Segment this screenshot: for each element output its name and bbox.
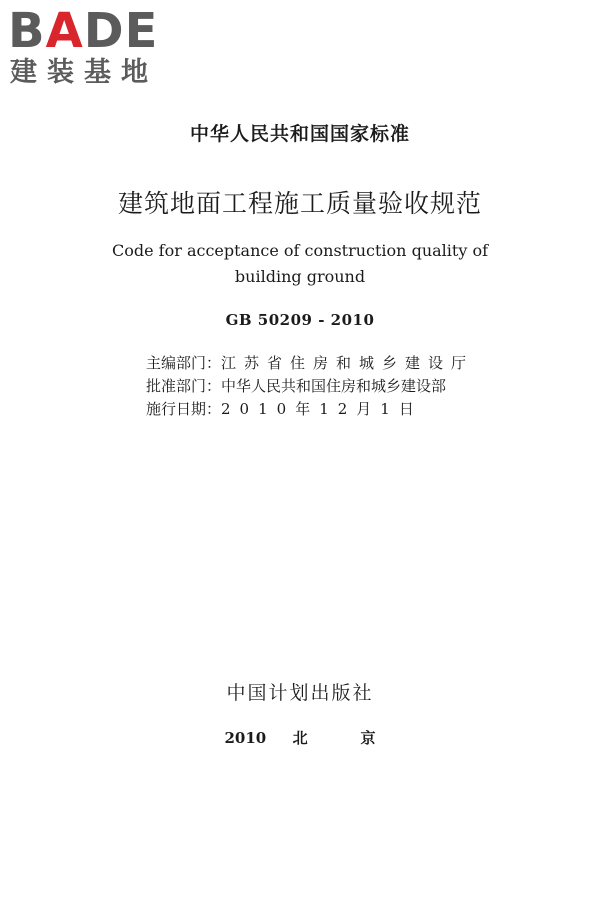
- info-value: 中华人民共和国住房和城乡建设部: [221, 377, 447, 395]
- bade-logo: [8, 3, 178, 92]
- info-label: 批准部门：: [146, 377, 222, 395]
- publisher: 中国计划出版社: [226, 682, 374, 704]
- standard-code: GB 50209 - 2010: [225, 311, 375, 329]
- title-english-line-2: building ground: [234, 267, 366, 286]
- standard-type: 中华人民共和国国家标准: [189, 123, 410, 145]
- info-value: 2010年12月1日: [221, 400, 423, 418]
- info-row-editor: [146, 352, 476, 374]
- title-english: [0, 238, 600, 290]
- info-row-effective-date: [146, 398, 476, 420]
- logo-letters-de: DE: [83, 3, 159, 59]
- logo-subtitle: 建装基地: [10, 57, 158, 88]
- logo-letter-b: B: [8, 3, 46, 59]
- title-english-line-1: Code for acceptance of construction quality of: [111, 241, 488, 260]
- info-row-approver: [146, 375, 476, 397]
- logo-wordmark: [8, 3, 159, 59]
- info-label: 主编部门：: [146, 354, 222, 372]
- publication-year-place: 2010 北 京: [224, 729, 376, 747]
- info-label: 施行日期：: [146, 400, 222, 418]
- logo-letter-a: A: [45, 3, 84, 59]
- info-value: 江苏省住房和城乡建设厅: [221, 354, 475, 372]
- title-chinese: 建筑地面工程施工质量验收规范: [117, 189, 482, 218]
